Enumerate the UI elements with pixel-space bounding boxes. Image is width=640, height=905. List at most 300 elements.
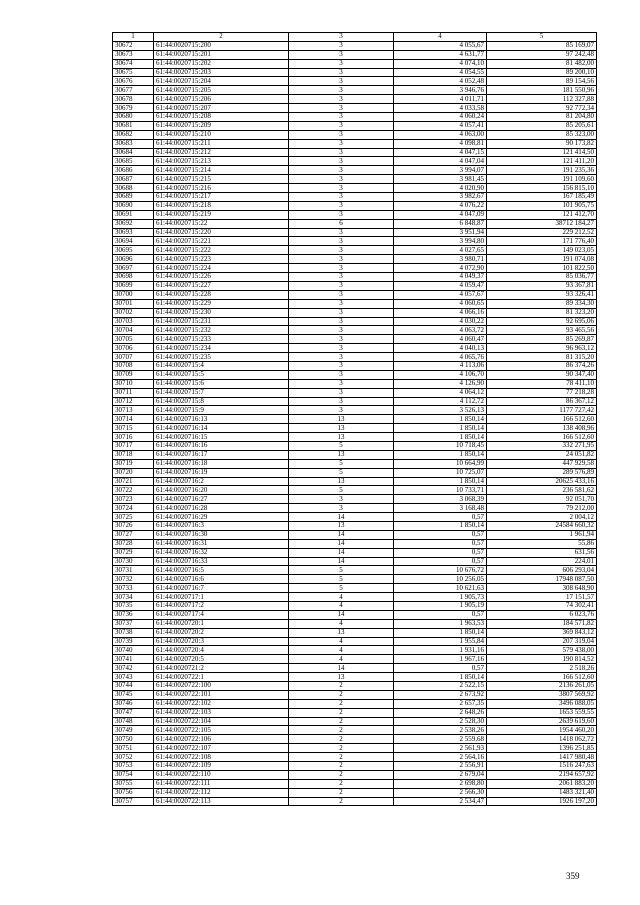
table-row	[113, 95, 597, 104]
table-cell: 1 850,14	[394, 477, 487, 486]
table-cell: 30687	[113, 175, 154, 184]
column-header: 4	[394, 33, 487, 42]
table-cell: 3	[289, 59, 394, 68]
table-cell: 3 981,45	[394, 175, 487, 184]
table-cell: 4 074,10	[394, 59, 487, 68]
table-cell: 61:44:0020715:222	[154, 246, 289, 255]
table-cell: 171 776,40	[487, 237, 597, 246]
table-cell: 61:44:0020715:202	[154, 59, 289, 68]
table-cell: 3 994,07	[394, 166, 487, 175]
table-cell: 2 528,30	[394, 717, 487, 726]
table-cell: 30707	[113, 353, 154, 362]
table-row	[113, 797, 597, 806]
table-cell: 30722	[113, 486, 154, 495]
table-row	[113, 717, 597, 726]
table-cell: 3 068,39	[394, 495, 487, 504]
table-cell: 61:44:0020715:221	[154, 237, 289, 246]
table-cell: 3	[289, 299, 394, 308]
table-cell: 6	[289, 219, 394, 228]
table-cell: 4 098,81	[394, 139, 487, 148]
table-cell: 61:44:0020716:20	[154, 486, 289, 495]
table-cell: 79 212,00	[487, 504, 597, 513]
table-cell: 2 556,91	[394, 762, 487, 771]
table-cell: 61:44:0020716:16	[154, 441, 289, 450]
table-row	[113, 664, 597, 673]
table-cell: 10 725,07	[394, 468, 487, 477]
table-cell: 30693	[113, 228, 154, 237]
table-cell: 61:44:0020722:106	[154, 735, 289, 744]
table-cell: 61:44:0020715:6	[154, 379, 289, 388]
table-row	[113, 353, 597, 362]
header-row	[113, 33, 597, 42]
table-cell: 224,01	[487, 557, 597, 566]
table-cell: 0,57	[394, 548, 487, 557]
table-cell: 30688	[113, 184, 154, 193]
table-cell: 121 412,70	[487, 210, 597, 219]
table-cell: 30710	[113, 379, 154, 388]
table-cell: 1 931,16	[394, 646, 487, 655]
table-cell: 30744	[113, 682, 154, 691]
table-cell: 30749	[113, 726, 154, 735]
table-cell: 30720	[113, 468, 154, 477]
table-cell: 1 850,14	[394, 415, 487, 424]
table-cell: 61:44:0020715:4	[154, 361, 289, 370]
table-cell: 1516 247,63	[487, 762, 597, 771]
table-cell: 61:44:0020716:30	[154, 530, 289, 539]
table-row	[113, 637, 597, 646]
table-row	[113, 584, 597, 593]
table-cell: 30713	[113, 406, 154, 415]
table-row	[113, 113, 597, 122]
table-cell: 2061 883,20	[487, 779, 597, 788]
table-row	[113, 504, 597, 513]
table-row	[113, 139, 597, 148]
table-cell: 93 367,81	[487, 281, 597, 290]
table-cell: 2 561,93	[394, 744, 487, 753]
table-cell: 61:44:0020715:214	[154, 166, 289, 175]
table-cell: 2 534,47	[394, 797, 487, 806]
table-cell: 5	[289, 584, 394, 593]
table-row	[113, 148, 597, 157]
table-row	[113, 397, 597, 406]
table-cell: 0,57	[394, 539, 487, 548]
table-cell: 3 982,67	[394, 193, 487, 202]
table-cell: 30742	[113, 664, 154, 673]
table-cell: 1954 460,20	[487, 726, 597, 735]
table-cell: 30730	[113, 557, 154, 566]
table-cell: 30736	[113, 610, 154, 619]
table-cell: 61:44:0020716:6	[154, 575, 289, 584]
table-cell: 3 946,76	[394, 86, 487, 95]
table-cell: 61:44:0020720:2	[154, 628, 289, 637]
table-cell: 332 271,95	[487, 441, 597, 450]
table-cell: 2	[289, 770, 394, 779]
table-cell: 2136 261,05	[487, 682, 597, 691]
table-cell: 61:44:0020715:210	[154, 130, 289, 139]
table-row	[113, 237, 597, 246]
table-cell: 74 302,41	[487, 602, 597, 611]
table-cell: 30712	[113, 397, 154, 406]
table-cell: 3	[289, 175, 394, 184]
table-cell: 61:44:0020722:108	[154, 753, 289, 762]
table-cell: 3	[289, 290, 394, 299]
table-cell: 30757	[113, 797, 154, 806]
table-cell: 2 648,26	[394, 708, 487, 717]
table-cell: 85 269,87	[487, 335, 597, 344]
table-cell: 14	[289, 664, 394, 673]
table-cell: 0,57	[394, 530, 487, 539]
table-row	[113, 255, 597, 264]
table-cell: 30682	[113, 130, 154, 139]
table-cell: 1 850,14	[394, 450, 487, 459]
table-cell: 2 657,35	[394, 699, 487, 708]
table-cell: 3 980,71	[394, 255, 487, 264]
table-cell: 4 072,90	[394, 264, 487, 273]
table-row	[113, 219, 597, 228]
table-cell: 30735	[113, 602, 154, 611]
table-cell: 3	[289, 370, 394, 379]
table-row	[113, 273, 597, 282]
table-cell: 61:44:0020722:102	[154, 699, 289, 708]
table-cell: 229 212,52	[487, 228, 597, 237]
table-cell: 61:44:0020715:232	[154, 326, 289, 335]
table-cell: 61:44:0020716:13	[154, 415, 289, 424]
table-cell: 24584 660,32	[487, 521, 597, 530]
table-cell: 1 850,14	[394, 433, 487, 442]
table-cell: 61:44:0020716:5	[154, 566, 289, 575]
table-cell: 3	[289, 201, 394, 210]
table-cell: 4 057,41	[394, 121, 487, 130]
table-cell: 3 994,80	[394, 237, 487, 246]
table-row	[113, 50, 597, 59]
table-row	[113, 370, 597, 379]
table-cell: 61:44:0020715:231	[154, 317, 289, 326]
table-cell: 92 695,06	[487, 317, 597, 326]
table-row	[113, 157, 597, 166]
table-cell: 17948 087,50	[487, 575, 597, 584]
table-cell: 5	[289, 468, 394, 477]
table-cell: 61:44:0020716:33	[154, 557, 289, 566]
table-cell: 207 319,04	[487, 637, 597, 646]
table-row	[113, 735, 597, 744]
table-cell: 92 051,70	[487, 495, 597, 504]
table-cell: 112 327,88	[487, 95, 597, 104]
table-cell: 2	[289, 726, 394, 735]
table-cell: 3	[289, 68, 394, 77]
table-cell: 190 814,52	[487, 655, 597, 664]
table-row	[113, 201, 597, 210]
table-cell: 3	[289, 397, 394, 406]
table-cell: 30737	[113, 619, 154, 628]
table-cell: 61:44:0020716:14	[154, 424, 289, 433]
table-cell: 2	[289, 753, 394, 762]
table-cell: 4 113,06	[394, 361, 487, 370]
table-cell: 1 955,84	[394, 637, 487, 646]
table-cell: 2 518,26	[487, 664, 597, 673]
table-cell: 30700	[113, 290, 154, 299]
table-cell: 4	[289, 619, 394, 628]
table-row	[113, 281, 597, 290]
table-cell: 61:44:0020716:28	[154, 504, 289, 513]
table-row	[113, 450, 597, 459]
table-cell: 4 059,47	[394, 281, 487, 290]
table-row	[113, 264, 597, 273]
table-cell: 30740	[113, 646, 154, 655]
table-row	[113, 566, 597, 575]
table-cell: 30684	[113, 148, 154, 157]
table-cell: 30685	[113, 157, 154, 166]
table-cell: 61:44:0020715:206	[154, 95, 289, 104]
table-cell: 3	[289, 184, 394, 193]
table-cell: 3	[289, 193, 394, 202]
table-cell: 447 929,58	[487, 459, 597, 468]
table-cell: 3	[289, 246, 394, 255]
table-cell: 1 967,16	[394, 655, 487, 664]
table-cell: 30675	[113, 68, 154, 77]
table-cell: 81 482,00	[487, 59, 597, 68]
table-cell: 4 060,65	[394, 299, 487, 308]
table-row	[113, 433, 597, 442]
table-cell: 55,86	[487, 539, 597, 548]
table-cell: 4 057,67	[394, 290, 487, 299]
table-row	[113, 530, 597, 539]
table-cell: 30724	[113, 504, 154, 513]
table-cell: 166 512,60	[487, 433, 597, 442]
table-cell: 3	[289, 353, 394, 362]
table-row	[113, 246, 597, 255]
table-cell: 30690	[113, 201, 154, 210]
table-cell: 61:44:0020715:219	[154, 210, 289, 219]
table-cell: 30702	[113, 308, 154, 317]
table-cell: 81 204,80	[487, 113, 597, 122]
table-cell: 30691	[113, 210, 154, 219]
table-cell: 3	[289, 335, 394, 344]
table-row	[113, 166, 597, 175]
table-cell: 4 020,90	[394, 184, 487, 193]
table-cell: 121 411,20	[487, 157, 597, 166]
table-row	[113, 513, 597, 522]
table-cell: 61:44:0020716:31	[154, 539, 289, 548]
table-cell: 61:44:0020715:8	[154, 397, 289, 406]
table-cell: 13	[289, 628, 394, 637]
table-cell: 13	[289, 521, 394, 530]
table-cell: 61:44:0020715:217	[154, 193, 289, 202]
table-cell: 61:44:0020715:230	[154, 308, 289, 317]
table-cell: 30731	[113, 566, 154, 575]
table-cell: 3	[289, 77, 394, 86]
table-cell: 13	[289, 450, 394, 459]
table-cell: 81 323,20	[487, 308, 597, 317]
table-cell: 30672	[113, 41, 154, 50]
table-row	[113, 379, 597, 388]
table-cell: 14	[289, 539, 394, 548]
table-cell: 61:44:0020716:3	[154, 521, 289, 530]
table-row	[113, 121, 597, 130]
table-cell: 30743	[113, 673, 154, 682]
table-cell: 30680	[113, 113, 154, 122]
table-cell: 61:44:0020722:100	[154, 682, 289, 691]
table-cell: 13	[289, 433, 394, 442]
table-row	[113, 682, 597, 691]
table-row	[113, 184, 597, 193]
table-row	[113, 673, 597, 682]
table-cell: 61:44:0020715:228	[154, 290, 289, 299]
table-cell: 2	[289, 788, 394, 797]
table-cell: 4 076,22	[394, 201, 487, 210]
table-cell: 96 963,12	[487, 344, 597, 353]
table-cell: 93 326,41	[487, 290, 597, 299]
table-cell: 2 679,04	[394, 770, 487, 779]
table-cell: 30721	[113, 477, 154, 486]
table-cell: 156 815,10	[487, 184, 597, 193]
table-cell: 2 673,92	[394, 690, 487, 699]
table-cell: 5	[289, 459, 394, 468]
table-cell: 61:44:0020716:15	[154, 433, 289, 442]
table-cell: 61:44:0020715:227	[154, 281, 289, 290]
table-cell: 86 367,12	[487, 397, 597, 406]
table-cell: 2 538,26	[394, 726, 487, 735]
table-cell: 61:44:0020715:201	[154, 50, 289, 59]
table-cell: 4 033,58	[394, 104, 487, 113]
table-cell: 30704	[113, 326, 154, 335]
table-cell: 38712 184,27	[487, 219, 597, 228]
table-cell: 4 055,67	[394, 41, 487, 50]
table-cell: 61:44:0020716:7	[154, 584, 289, 593]
table-cell: 0,57	[394, 557, 487, 566]
table-cell: 4 063,00	[394, 130, 487, 139]
table-cell: 181 550,96	[487, 86, 597, 95]
table-row	[113, 77, 597, 86]
table-row	[113, 104, 597, 113]
table-cell: 30697	[113, 264, 154, 273]
table-cell: 1 905,73	[394, 593, 487, 602]
table-cell: 4 030,22	[394, 317, 487, 326]
table-row	[113, 344, 597, 353]
table-row	[113, 762, 597, 771]
table-header	[113, 33, 597, 42]
table-cell: 4 065,76	[394, 353, 487, 362]
table-cell: 30726	[113, 521, 154, 530]
table-cell: 61:44:0020715:215	[154, 175, 289, 184]
table-row	[113, 210, 597, 219]
table-cell: 191 109,60	[487, 175, 597, 184]
table-cell: 30673	[113, 50, 154, 59]
table-cell: 30678	[113, 95, 154, 104]
table-cell: 579 438,00	[487, 646, 597, 655]
table-cell: 61:44:0020715:220	[154, 228, 289, 237]
table-row	[113, 317, 597, 326]
table-cell: 85 169,07	[487, 41, 597, 50]
table-cell: 61:44:0020722:112	[154, 788, 289, 797]
table-cell: 3	[289, 255, 394, 264]
table-cell: 184 571,82	[487, 619, 597, 628]
table-cell: 1 850,14	[394, 521, 487, 530]
table-cell: 5	[289, 441, 394, 450]
table-cell: 30701	[113, 299, 154, 308]
table-row	[113, 388, 597, 397]
table-row	[113, 361, 597, 370]
table-cell: 3	[289, 139, 394, 148]
table-cell: 30747	[113, 708, 154, 717]
table-cell: 167 185,49	[487, 193, 597, 202]
table-cell: 90 173,82	[487, 139, 597, 148]
table-cell: 30708	[113, 361, 154, 370]
table-cell: 30727	[113, 530, 154, 539]
table-row	[113, 593, 597, 602]
table-cell: 30694	[113, 237, 154, 246]
table-cell: 61:44:0020722:113	[154, 797, 289, 806]
table-cell: 61:44:0020722:111	[154, 779, 289, 788]
table-row	[113, 602, 597, 611]
table-cell: 4	[289, 655, 394, 664]
table-cell: 61:44:0020716:19	[154, 468, 289, 477]
table-cell: 2	[289, 762, 394, 771]
table-row	[113, 708, 597, 717]
column-header: 5	[487, 33, 597, 42]
table-row	[113, 690, 597, 699]
table-cell: 61:44:0020715:229	[154, 299, 289, 308]
table-cell: 61:44:0020715:22	[154, 219, 289, 228]
table-cell: 61:44:0020720:4	[154, 646, 289, 655]
table-cell: 85 036,77	[487, 273, 597, 282]
table-row	[113, 486, 597, 495]
table-cell: 3	[289, 317, 394, 326]
table-cell: 3807 569,92	[487, 690, 597, 699]
table-cell: 61:44:0020722:1	[154, 673, 289, 682]
table-cell: 4	[289, 593, 394, 602]
table-cell: 61:44:0020715:207	[154, 104, 289, 113]
table-cell: 3	[289, 148, 394, 157]
table-cell: 61:44:0020721:2	[154, 664, 289, 673]
table-cell: 3	[289, 210, 394, 219]
table-cell: 1 850,14	[394, 424, 487, 433]
table-cell: 30732	[113, 575, 154, 584]
table-row	[113, 68, 597, 77]
table-cell: 0,57	[394, 513, 487, 522]
table-cell: 2	[289, 744, 394, 753]
table-cell: 4 054,55	[394, 68, 487, 77]
column-header: 3	[289, 33, 394, 42]
table-cell: 1653 559,55	[487, 708, 597, 717]
table-cell: 30692	[113, 219, 154, 228]
table-cell: 14	[289, 530, 394, 539]
table-cell: 61:44:0020722:107	[154, 744, 289, 753]
table-cell: 61:44:0020717:4	[154, 610, 289, 619]
table-cell: 61:44:0020715:211	[154, 139, 289, 148]
table-cell: 61:44:0020715:235	[154, 353, 289, 362]
table-cell: 13	[289, 673, 394, 682]
table-cell: 3	[289, 281, 394, 290]
table-row	[113, 326, 597, 335]
table-row	[113, 86, 597, 95]
table-cell: 0,57	[394, 610, 487, 619]
table-cell: 4 011,71	[394, 95, 487, 104]
table-cell: 2 004,12	[487, 513, 597, 522]
table-cell: 61:44:0020715:200	[154, 41, 289, 50]
table-cell: 1 850,14	[394, 673, 487, 682]
table-row	[113, 308, 597, 317]
table-cell: 149 023,05	[487, 246, 597, 255]
table-row	[113, 646, 597, 655]
table-cell: 4 060,47	[394, 335, 487, 344]
table-row	[113, 557, 597, 566]
table-cell: 3 168,48	[394, 504, 487, 513]
table-cell: 2	[289, 735, 394, 744]
table-cell: 61:44:0020715:234	[154, 344, 289, 353]
table-row	[113, 41, 597, 50]
table-cell: 3 951,94	[394, 228, 487, 237]
table-cell: 61:44:0020715:203	[154, 68, 289, 77]
